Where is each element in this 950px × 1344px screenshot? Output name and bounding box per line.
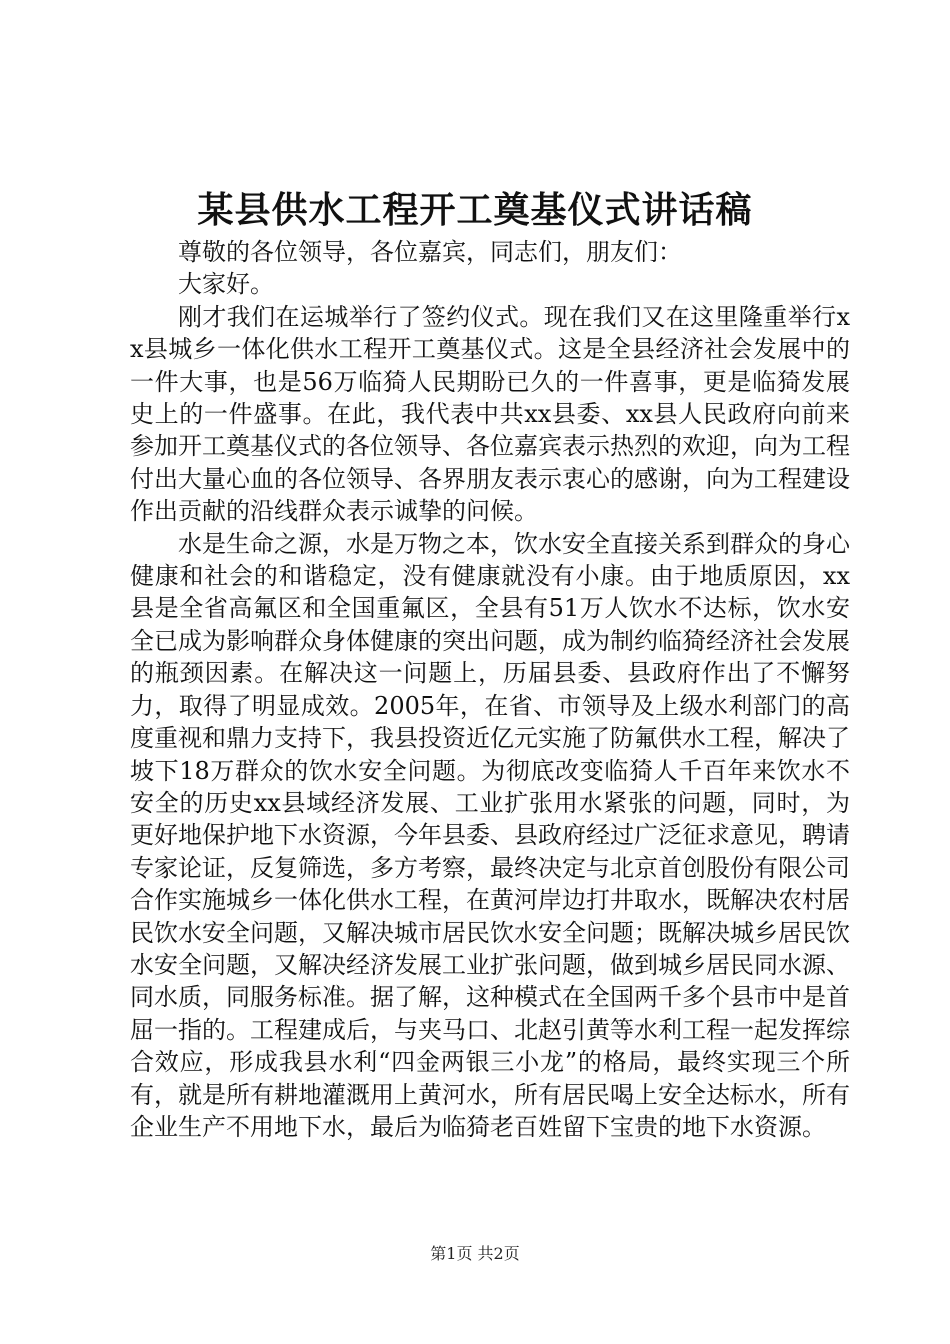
document-body (130, 236, 850, 1143)
page-number-footer: 第1页 共2页 (430, 1244, 520, 1263)
salutation-paragraph: 尊敬的各位领导，各位嘉宾，同志们，朋友们： (178, 238, 682, 266)
body-paragraph-1: 刚才我们在运城举行了签约仪式。现在我们又在这里隆重举行xx县城乡一体化供水工程开工奠基仪式。这是全县经济社会发展中的一件大事，也是56万临猗人民期盼已久的一件喜事，更是临猗发展史上的一件盛事。在此，我代表中共xx县委、xx县人民政府向前来参加开工奠基仪式的各位领导、各位嘉宾表示热烈的欢迎，向为工程付出大量心血的各位领导、各界朋友表示衷心的感谢，向为工程建设作出贡献的沿线群众表示诚挚的问候。 (130, 302, 850, 526)
greeting-paragraph: 大家好。 (178, 270, 274, 299)
document-title: 某县供水工程开工奠基仪式讲话稿 (197, 189, 753, 231)
body-paragraph-2: 水是生命之源，水是万物之本，饮水安全直接关系到群众的身心健康和社会的和谐稳定，没有健康就没有小康。由于地质原因，xx县是全省高氟区和全国重氟区，全县有51万人饮水不达标，饮水安全已成为影响群众身体健康的突出问题，成为制约临猗经济社会发展的瓶颈因素。在解决这一问题上，历届县委、县政府作出了不懈努力，取得了明显成效。2005年，在省、市领导及上级水利部门的高度重视和鼎力支持下，我县投资近亿元实施了防氟供水工程，解决了坡下18万群众的饮水安全问题。为彻底改变临猗人千百年来饮水不安全的历史xx县域经济发展、工业扩张用水紧张的问题，同时，为更好地保护地下水资源，今年县委、县政府经过广泛征求意见，聘请专家论证，反复筛选，多方考察，最终决定与北京首创股份有限公司合作实施城乡一体化供水工程，在黄河岸边打井取水，既解决农村居民饮水安全问题，又解决城市居民饮水安全问题；既解决城乡居民饮水安全问题，又解决经济发展工业扩张问题，做到城乡居民同水源、同水质，同服务标准。据了解，这种模式在全国两千多个县市中是首屈一指的。工程建成后，与夹马口、北赵引黄等水利工程一起发挥综合效应，形成我县水利“四金两银三小龙”的格局，最终实现三个所有，就是所有耕地灌溉用上黄河水，所有居民喝上安全达标水，所有企业生产不用地下水，最后为临猗老百姓留下宝贵的地下水资源。 (130, 529, 850, 1141)
